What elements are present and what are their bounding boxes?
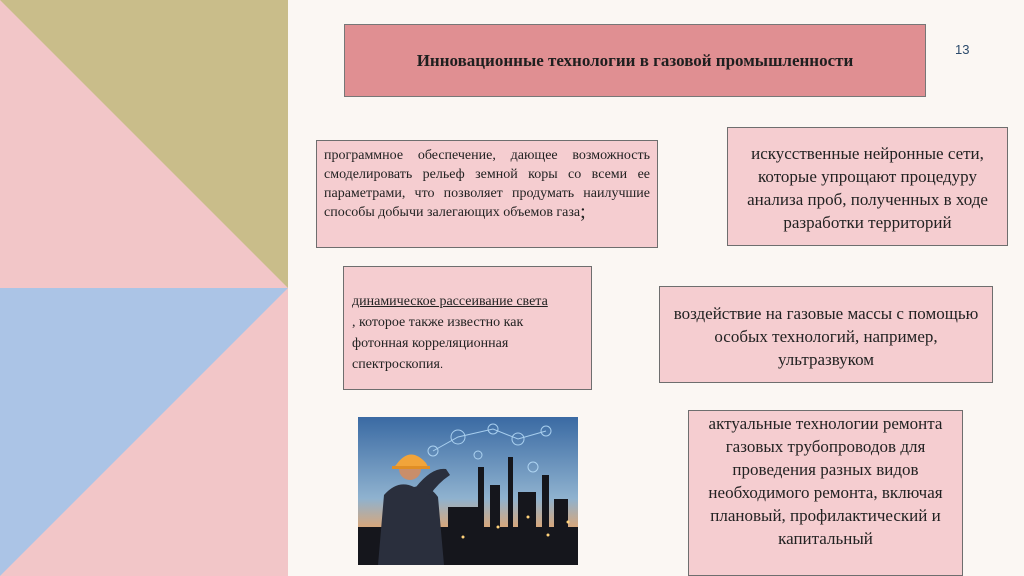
card-light-text: , которое также известно как фотонная корреляционная спектроскопия xyxy=(352,315,524,372)
engineer-refinery-image xyxy=(358,417,578,565)
light-scattering-link[interactable]: динамическое рассеивание света xyxy=(352,294,548,309)
card-software-end: ; xyxy=(580,201,586,223)
card-light-end: . xyxy=(439,357,444,371)
card-software xyxy=(316,140,658,248)
card-neural-networks xyxy=(727,127,1008,246)
card-neural-text: искусственные нейронные сети, которые упрощают процедуру анализа проб, полученных в ходе разработки территорий xyxy=(747,144,988,232)
decorative-triangles xyxy=(0,0,288,576)
card-gas-text: воздействие на газовые массы с помощью особых технологий, например, ультразвуком xyxy=(673,304,979,369)
card-pipeline-repair xyxy=(688,410,963,576)
card-gas-impact xyxy=(659,286,993,383)
card-light-scattering xyxy=(343,266,592,390)
card-pipeline-text: актуальные технологии ремонта газовых трубопроводов для проведения разных видов необходимого ремонта, включая плановый, профилактический и капитальный xyxy=(708,414,943,548)
card-software-text: программное обеспечение, дающее возможность смоделировать рельеф земной коры со всеми ее параметрами, что позволяет продумать наилучшие способы добычи залегающих объемов газа xyxy=(324,148,650,220)
slide-number: 13 xyxy=(955,42,970,57)
slide-title: Инновационные технологии в газовой промышленности xyxy=(344,24,926,97)
